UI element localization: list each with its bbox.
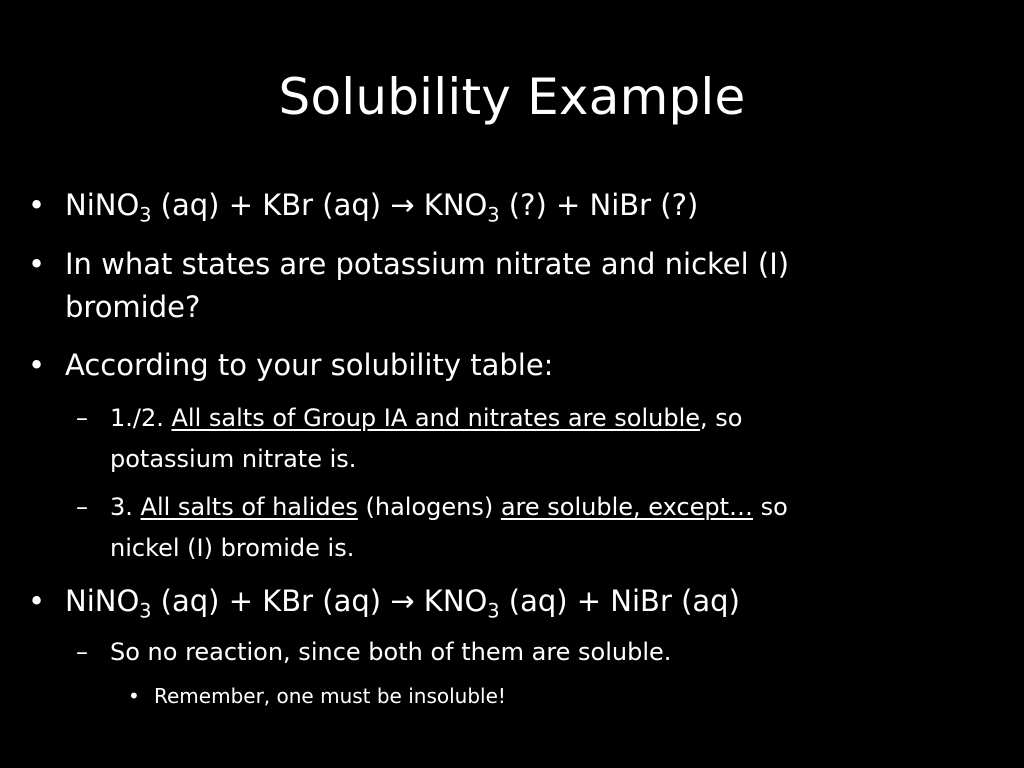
question-line-1: In what states are potassium nitrate and nickel (I) bbox=[65, 247, 790, 281]
subscript: 3 bbox=[139, 203, 152, 227]
rule-group-ia-nitrates bbox=[110, 404, 742, 432]
no-reaction-note: So no reaction, since both of them are soluble. bbox=[110, 638, 672, 666]
rule-underlined-text: All salts of Group IA and nitrates are soluble bbox=[171, 404, 701, 432]
rule-number: 3. bbox=[110, 493, 141, 521]
reactant-nickel-nitrate: NiNO bbox=[65, 584, 140, 618]
question-line-2: bromide? bbox=[65, 290, 201, 324]
rule-group-ia-conclusion: potassium nitrate is. bbox=[110, 445, 357, 473]
bullet-marker: • bbox=[128, 684, 140, 708]
dash-marker: – bbox=[76, 638, 88, 666]
slide-title: Solubility Example bbox=[278, 68, 746, 126]
rule-middle: (halogens) bbox=[357, 493, 501, 521]
subscript: 3 bbox=[487, 599, 500, 623]
subscript: 3 bbox=[487, 203, 500, 227]
equation-tail: (?) + NiBr (?) bbox=[499, 188, 699, 222]
rule-suffix: so bbox=[753, 493, 788, 521]
equation-resolved-states bbox=[65, 584, 740, 623]
dash-marker: – bbox=[76, 404, 88, 432]
dash-marker: – bbox=[76, 493, 88, 521]
bullet-marker: • bbox=[28, 348, 46, 382]
reactant-nickel-nitrate: NiNO bbox=[65, 188, 140, 222]
rule-halides bbox=[110, 493, 788, 521]
rule-number: 1./2. bbox=[110, 404, 172, 432]
bullet-marker: • bbox=[28, 247, 46, 281]
rule-underlined-text: All salts of halides bbox=[140, 493, 358, 521]
equation-middle: (aq) + KBr (aq) → KNO bbox=[151, 188, 488, 222]
bullet-marker: • bbox=[28, 188, 46, 222]
solubility-table-intro: According to your solubility table: bbox=[65, 348, 554, 382]
insoluble-reminder: Remember, one must be insoluble! bbox=[154, 684, 506, 708]
equation-middle: (aq) + KBr (aq) → KNO bbox=[151, 584, 488, 618]
equation-tail: (aq) + NiBr (aq) bbox=[499, 584, 740, 618]
rule-suffix: , so bbox=[700, 404, 743, 432]
rule-halides-conclusion: nickel (I) bromide is. bbox=[110, 534, 355, 562]
equation-unknown-states bbox=[65, 188, 699, 227]
subscript: 3 bbox=[139, 599, 152, 623]
rule-underlined-text: are soluble, except… bbox=[500, 493, 753, 521]
bullet-marker: • bbox=[28, 584, 46, 618]
